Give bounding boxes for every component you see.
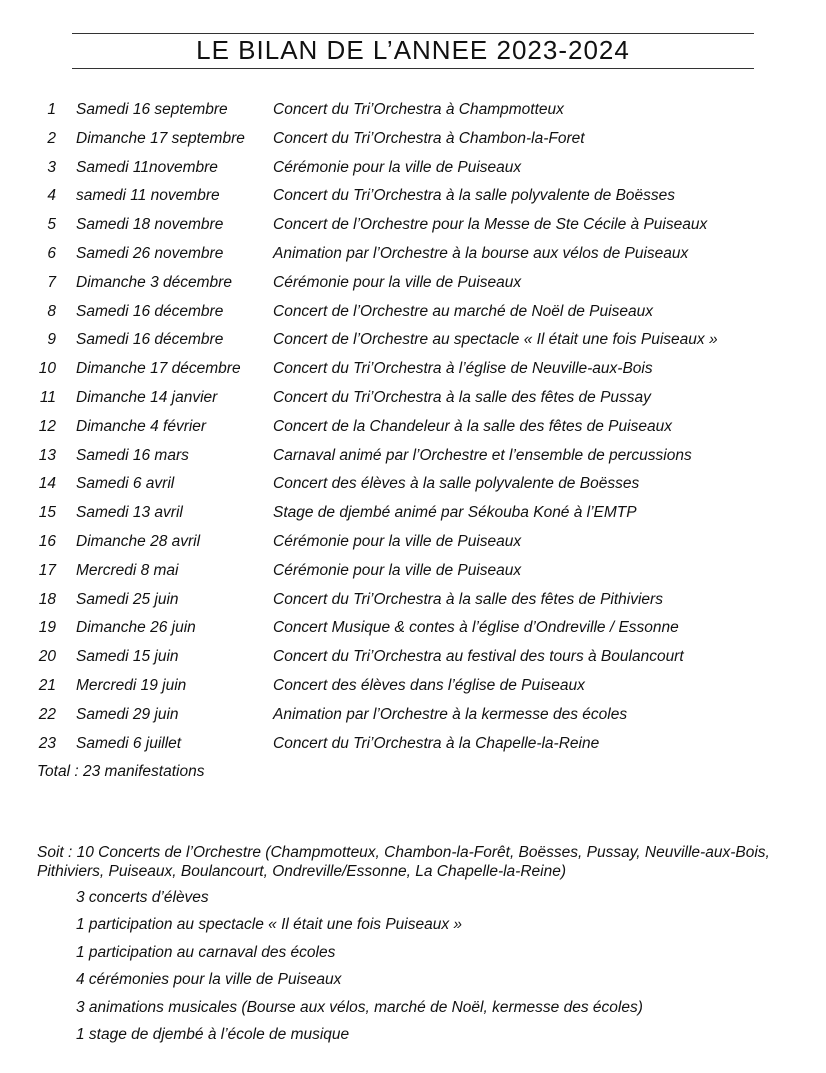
event-description: Concert de l’Orchestre pour la Messe de Ste Cécile à Puiseaux bbox=[273, 216, 708, 234]
event-number: 5 bbox=[47, 216, 56, 234]
event-number: 13 bbox=[38, 446, 56, 464]
event-number: 20 bbox=[38, 648, 56, 666]
summary-item: 3 animations musicales (Bourse aux vélos, marché de Noël, kermesse des écoles) bbox=[76, 998, 643, 1016]
summary-paragraph: Soit : 10 Concerts de l’Orchestre (Champmotteux, Chambon-la-Forêt, Boësses, Pussay, Neuville-aux-Bois, Pithiviers, Puiseaux, Boulancourt, Ondreville/Essonne, La Chapelle-la-Reine) bbox=[37, 844, 770, 880]
event-number: 7 bbox=[47, 273, 56, 291]
event-number: 3 bbox=[47, 158, 56, 176]
event-description: Concert de l’Orchestre au spectacle « Il était une fois Puiseaux » bbox=[273, 331, 718, 349]
event-row bbox=[0, 331, 826, 360]
event-row bbox=[0, 159, 826, 188]
event-description: Concert du Tri’Orchestra à la salle des fêtes de Pussay bbox=[273, 388, 651, 406]
summary-item: 3 concerts d’élèves bbox=[76, 889, 209, 906]
event-number: 14 bbox=[38, 475, 56, 493]
event-date: Samedi 13 avril bbox=[76, 504, 183, 522]
event-number: 22 bbox=[38, 705, 56, 723]
event-description: Carnaval animé par l’Orchestre et l’ensemble de percussions bbox=[273, 446, 692, 464]
summary-item: 1 participation au spectacle « Il était une fois Puiseaux » bbox=[76, 916, 463, 934]
event-date: Dimanche 14 janvier bbox=[76, 388, 218, 406]
event-description: Concert du Tri’Orchestra à Champmotteux bbox=[273, 101, 564, 118]
event-number: 11 bbox=[39, 388, 56, 406]
event-description: Cérémonie pour la ville de Puiseaux bbox=[273, 158, 522, 176]
summary-item: 1 stage de djembé à l’école de musique bbox=[76, 1025, 350, 1043]
event-date: Samedi 11novembre bbox=[76, 158, 218, 176]
event-row bbox=[0, 418, 826, 447]
title-bottom-rule bbox=[72, 68, 754, 69]
event-row bbox=[0, 216, 826, 245]
event-row bbox=[0, 648, 826, 677]
event-date: Samedi 26 novembre bbox=[76, 244, 224, 262]
event-row bbox=[0, 245, 826, 274]
event-row bbox=[0, 533, 826, 562]
event-date: Mercredi 19 juin bbox=[76, 676, 187, 694]
event-number: 2 bbox=[47, 129, 56, 147]
event-description: Concert de la Chandeleur à la salle des fêtes de Puiseaux bbox=[273, 417, 672, 435]
event-date: Samedi 18 novembre bbox=[76, 216, 224, 234]
event-number: 10 bbox=[38, 360, 56, 378]
event-description: Concert de l’Orchestre au marché de Noël de Puiseaux bbox=[273, 302, 653, 320]
event-date: Samedi 6 juillet bbox=[76, 734, 182, 752]
event-date: Dimanche 4 février bbox=[76, 417, 207, 435]
event-description: Concert du Tri’Orchestra à la salle polyvalente de Boësses bbox=[273, 187, 676, 205]
event-date: Dimanche 17 décembre bbox=[76, 360, 241, 378]
event-date: Mercredi 8 mai bbox=[76, 561, 179, 579]
summary-item: 4 cérémonies pour la ville de Puiseaux bbox=[76, 971, 342, 989]
events-list bbox=[0, 101, 826, 763]
event-number: 21 bbox=[38, 676, 56, 694]
event-number: 19 bbox=[38, 619, 56, 637]
event-description: Concert des élèves à la salle polyvalente de Boësses bbox=[273, 475, 640, 493]
event-row bbox=[0, 389, 826, 418]
event-number: 17 bbox=[38, 561, 56, 579]
event-description: Concert Musique & contes à l’église d’Ondreville / Essonne bbox=[273, 619, 679, 637]
event-date: Dimanche 28 avril bbox=[76, 532, 201, 550]
event-description: Concert du Tri’Orchestra à la Chapelle-la-Reine bbox=[273, 734, 600, 752]
summary-item: 1 participation au carnaval des écoles bbox=[76, 943, 336, 961]
event-number: 15 bbox=[38, 504, 56, 522]
event-row bbox=[0, 360, 826, 389]
event-number: 6 bbox=[47, 244, 56, 262]
event-date: Samedi 25 juin bbox=[76, 590, 179, 608]
event-description: Concert du Tri’Orchestra au festival des tours à Boulancourt bbox=[273, 648, 684, 666]
event-row bbox=[0, 735, 826, 764]
title-top-rule bbox=[72, 33, 754, 34]
event-number: 4 bbox=[47, 187, 56, 205]
event-row bbox=[0, 101, 826, 130]
event-description: Animation par l’Orchestre à la bourse aux vélos de Puiseaux bbox=[273, 244, 689, 262]
event-number: 8 bbox=[47, 302, 56, 320]
event-number: 9 bbox=[47, 331, 56, 349]
event-description: Concert du Tri’Orchestra à Chambon-la-Foret bbox=[273, 129, 585, 147]
event-row bbox=[0, 591, 826, 620]
event-date: samedi 11 novembre bbox=[76, 187, 220, 205]
event-row bbox=[0, 187, 826, 216]
event-number: 12 bbox=[38, 417, 56, 435]
event-number: 18 bbox=[38, 590, 56, 608]
event-description: Concert des élèves dans l’église de Puiseaux bbox=[273, 676, 585, 694]
event-date: Samedi 6 avril bbox=[76, 475, 175, 493]
event-row bbox=[0, 504, 826, 533]
event-row bbox=[0, 274, 826, 303]
page-title: LE BILAN DE L’ANNEE 2023-2024 bbox=[196, 35, 630, 65]
event-description: Cérémonie pour la ville de Puiseaux bbox=[273, 532, 522, 550]
summary-items-list bbox=[76, 889, 643, 1053]
event-description: Cérémonie pour la ville de Puiseaux bbox=[273, 273, 522, 291]
event-date: Samedi 16 décembre bbox=[76, 302, 224, 320]
event-description: Cérémonie pour la ville de Puiseaux bbox=[273, 561, 522, 579]
event-date: Samedi 29 juin bbox=[76, 705, 179, 723]
event-row bbox=[0, 562, 826, 591]
event-number: 23 bbox=[38, 734, 56, 752]
event-row bbox=[0, 619, 826, 648]
event-row bbox=[0, 130, 826, 159]
event-description: Concert du Tri’Orchestra à la salle des fêtes de Pithiviers bbox=[273, 590, 663, 608]
event-description: Concert du Tri’Orchestra à l’église de Neuville-aux-Bois bbox=[273, 360, 653, 378]
event-date: Samedi 16 septembre bbox=[76, 101, 228, 118]
event-row bbox=[0, 475, 826, 504]
total-line: Total : 23 manifestations bbox=[37, 763, 205, 780]
event-description: Stage de djembé animé par Sékouba Koné à l’EMTP bbox=[273, 504, 637, 522]
event-date: Samedi 16 décembre bbox=[76, 331, 224, 349]
event-number: 1 bbox=[47, 101, 56, 118]
event-date: Dimanche 17 septembre bbox=[76, 129, 245, 147]
event-date: Dimanche 3 décembre bbox=[76, 273, 232, 291]
event-row bbox=[0, 677, 826, 706]
event-row bbox=[0, 303, 826, 332]
event-description: Animation par l’Orchestre à la kermesse des écoles bbox=[273, 705, 628, 723]
event-date: Samedi 15 juin bbox=[76, 648, 179, 666]
event-row bbox=[0, 706, 826, 735]
event-row bbox=[0, 447, 826, 476]
event-number: 16 bbox=[38, 532, 56, 550]
event-date: Samedi 16 mars bbox=[76, 446, 189, 464]
event-date: Dimanche 26 juin bbox=[76, 619, 196, 637]
